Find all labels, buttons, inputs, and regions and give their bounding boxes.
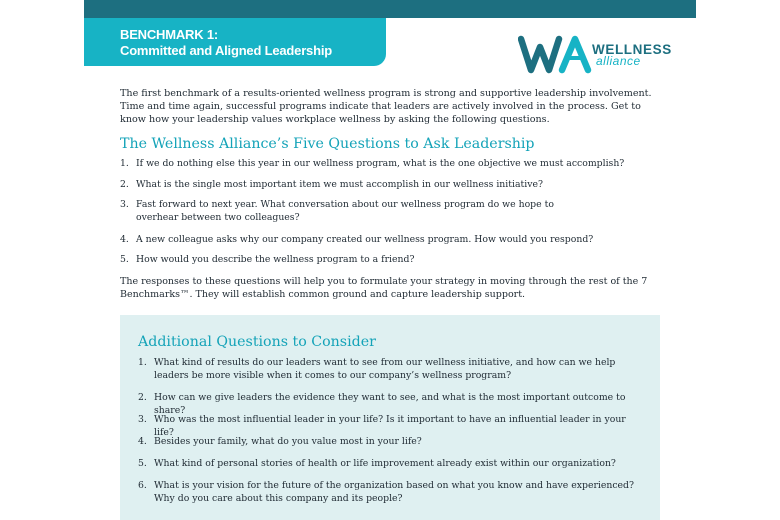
list-item-number: 3. [120, 199, 129, 210]
additional-questions-heading: Additional Questions to Consider [138, 334, 376, 350]
list-item-number: 3. [138, 414, 147, 425]
outro-paragraph: The responses to these questions will help you to formulate your strategy in moving through the rest of the 7 Benchmarks™. They will establish common ground and capture leadership support. [120, 276, 648, 300]
header-bar [84, 0, 696, 18]
list-item-text: What kind of personal stories of health or life improvement already exist within our organization? [154, 458, 616, 469]
list-item-text: What is your vision for the future of the organization based on what you know and have experienced? Why do you care about this company and its people? [154, 480, 634, 504]
list-item-number: 4. [120, 234, 129, 245]
list-item-number: 2. [138, 392, 147, 403]
intro-paragraph: The first benchmark of a results-oriented wellness program is strong and supportive leadership involvement. Time and time again, successful programs indicate that leaders are actively involved in the process. Get to know how your leadership values workplace wellness by asking the following questions. [120, 88, 652, 125]
list-item-number: 1. [138, 357, 147, 368]
list-item-number: 6. [138, 480, 147, 491]
wellness-alliance-logo [518, 34, 672, 76]
list-item-text: A new colleague asks why our company created our wellness program. How would you respond? [136, 234, 594, 245]
list-item-text: Who was the most influential leader in your life? Is it important to have an influential leader in your life? [154, 414, 626, 438]
benchmark-title: Committed and Aligned Leadership [120, 43, 332, 58]
benchmark-tab [84, 18, 386, 66]
list-item-number: 2. [120, 179, 129, 190]
wa-logo-mark-icon [518, 34, 598, 76]
list-item-number: 5. [120, 254, 129, 265]
list-item-text: Besides your family, what do you value most in your life? [154, 436, 422, 447]
list-item-number: 1. [120, 158, 129, 169]
list-item-text: What is the single most important item we must accomplish in our wellness initiative? [136, 179, 543, 190]
additional-questions-box [120, 315, 660, 520]
list-item-text: What kind of results do our leaders want to see from our wellness initiative, and how can we help leaders be more visible when it comes to our company’s wellness program? [154, 357, 616, 381]
list-item-number: 4. [138, 436, 147, 447]
list-item-number: 5. [138, 458, 147, 469]
benchmark-label: BENCHMARK 1: [120, 27, 218, 42]
logo-wordmark-alliance: alliance [596, 54, 641, 68]
list-item-text: Fast forward to next year. What conversation about our wellness program do we hope to overhear between two colleagues? [136, 199, 554, 223]
list-item-text: How would you describe the wellness program to a friend? [136, 254, 415, 265]
logo-wordmark-wellness: WELLNESS [592, 42, 672, 57]
list-item-text: How can we give leaders the evidence they want to see, and what is the most important outcome to share? [154, 392, 626, 416]
five-questions-heading: The Wellness Alliance’s Five Questions to Ask Leadership [120, 136, 535, 152]
list-item-text: If we do nothing else this year in our wellness program, what is the one objective we must accomplish? [136, 158, 625, 169]
